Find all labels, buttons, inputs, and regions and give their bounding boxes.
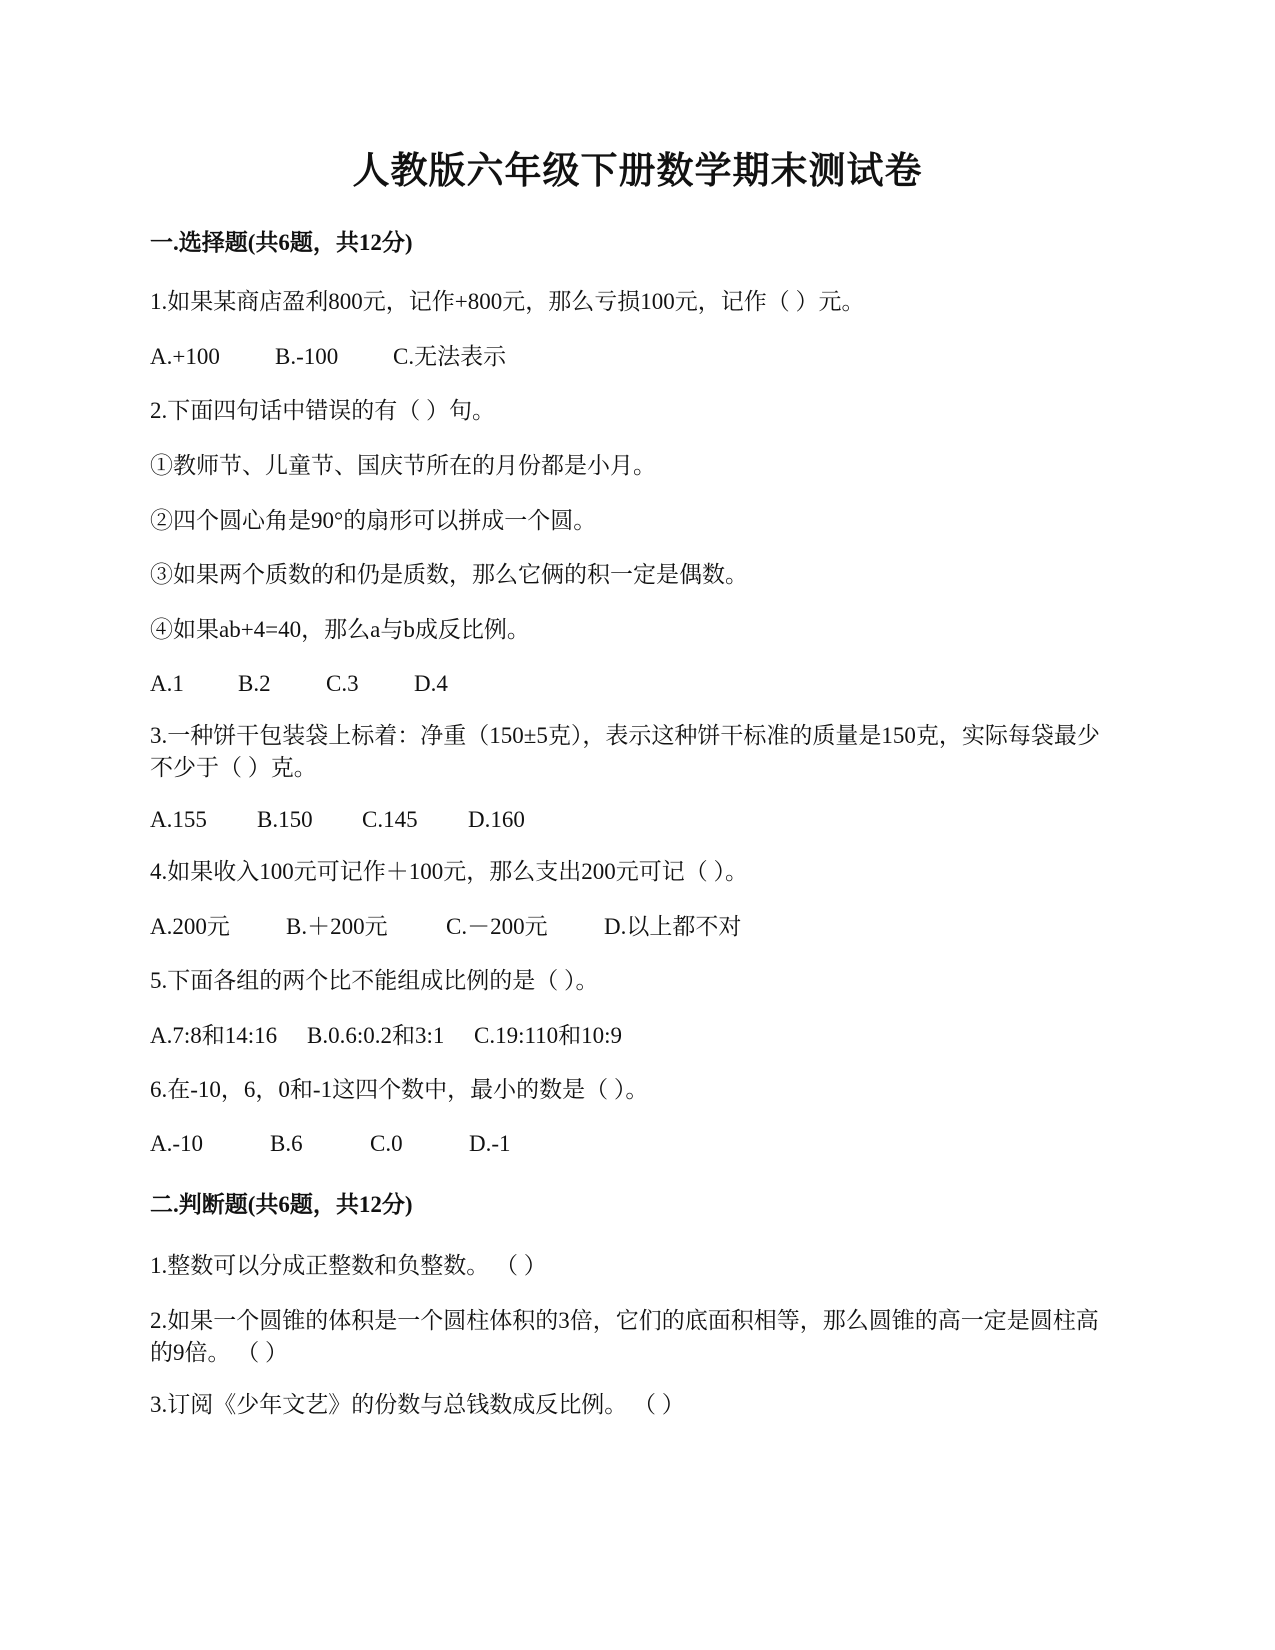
option-d: D.160 [468, 807, 525, 832]
option-a: A.200元 [150, 914, 230, 939]
option-a: A.155 [150, 807, 207, 832]
option-c: C.19:110和10:9 [474, 1023, 623, 1048]
question-2-statement-2: ②四个圆心角是90°的扇形可以拼成一个圆。 [150, 508, 597, 533]
option-a: A.+100 [150, 344, 220, 369]
option-d: D.以上都不对 [604, 914, 742, 939]
question-3-text: 3.一种饼干包装袋上标着：净重（150±5克），表示这种饼干标准的质量是150克，实际每袋最少不少于（ ）克。 [150, 723, 1100, 780]
question-1-options [150, 341, 506, 373]
option-d: D.-1 [469, 1131, 511, 1156]
question-2-text: 2.下面四句话中错误的有（ ）句。 [150, 398, 495, 423]
option-b: B.2 [238, 671, 271, 696]
judgment-question-2: 2.如果一个圆锥的体积是一个圆柱体积的3倍，它们的底面积相等，那么圆锥的高一定是圆柱高的9倍。 （ ） [150, 1308, 1099, 1365]
section-heading-judgment: 二.判断题(共6题，共12分) [150, 1192, 413, 1217]
option-b: B.150 [257, 807, 313, 832]
question-2-options [150, 668, 448, 700]
question-4-text: 4.如果收入100元可记作＋100元，那么支出200元可记（ ）。 [150, 859, 748, 884]
question-6-options [150, 1128, 511, 1160]
question-5-text: 5.下面各组的两个比不能组成比例的是（ ）。 [150, 968, 599, 993]
option-c: C.－200元 [446, 914, 548, 939]
option-b: B.6 [270, 1131, 303, 1156]
option-d: D.4 [414, 671, 448, 696]
question-4-options [150, 911, 741, 943]
option-b: B.-100 [275, 344, 339, 369]
judgment-question-3: 3.订阅《少年文艺》的份数与总钱数成反比例。 （ ） [150, 1392, 685, 1417]
question-5-options [150, 1020, 622, 1052]
option-c: C.145 [362, 807, 418, 832]
option-a: A.1 [150, 671, 184, 696]
option-b: B.＋200元 [286, 914, 388, 939]
section-heading-choice: 一.选择题(共6题，共12分) [150, 230, 413, 255]
question-2-statement-1: ①教师节、儿童节、国庆节所在的月份都是小月。 [150, 453, 656, 478]
option-a: A.7:8和14:16 [150, 1023, 278, 1048]
question-2-statement-4: ④如果ab+4=40，那么a与b成反比例。 [150, 617, 530, 642]
option-c: C.无法表示 [393, 344, 507, 369]
question-1-text: 1.如果某商店盈利800元，记作+800元，那么亏损100元，记作（ ）元。 [150, 289, 865, 314]
page-title: 人教版六年级下册数学期末测试卷 [352, 151, 923, 192]
option-a: A.-10 [150, 1131, 204, 1156]
option-b: B.0.6:0.2和3:1 [307, 1023, 445, 1048]
judgment-question-1: 1.整数可以分成正整数和负整数。 （ ） [150, 1253, 547, 1278]
question-3-options [150, 804, 525, 836]
option-c: C.3 [326, 671, 359, 696]
question-6-text: 6.在-10，6，0和-1这四个数中，最小的数是（ ）。 [150, 1077, 649, 1102]
question-2-statement-3: ③如果两个质数的和仍是质数，那么它俩的积一定是偶数。 [150, 562, 748, 587]
option-c: C.0 [370, 1131, 403, 1156]
